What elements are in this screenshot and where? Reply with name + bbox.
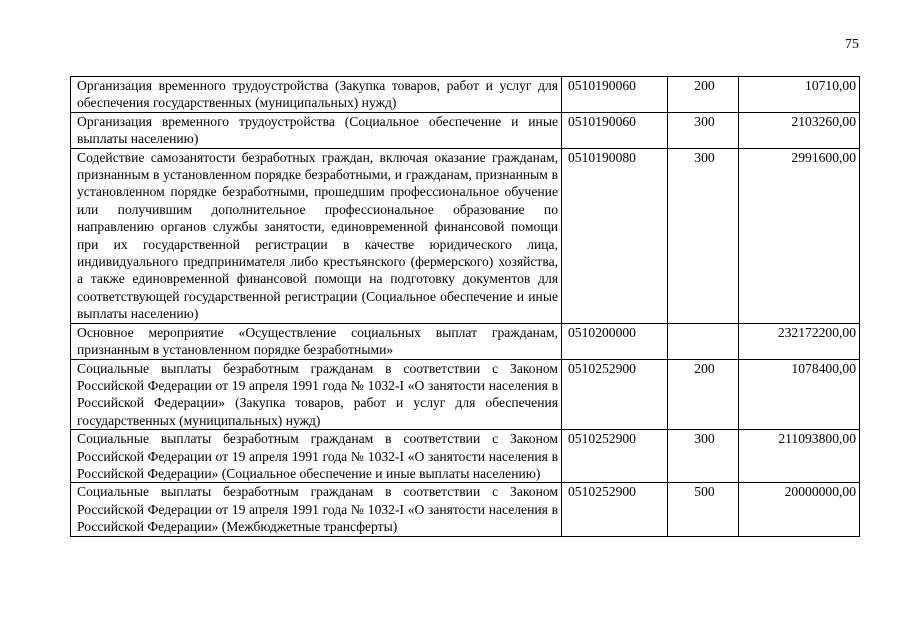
target-article-code-cell: 0510200000 xyxy=(562,323,668,359)
amount-cell: 211093800,00 xyxy=(739,430,860,483)
expense-type-code-cell xyxy=(668,323,739,359)
table-row xyxy=(71,430,860,483)
expense-name-cell: Социальные выплаты безработным гражданам в соответствии с Законом Российской Федерации от 19 апреля 1991 года № 1032-I «О занятости населения в Российской Федерации» (Межбюджетные трансферты) xyxy=(71,483,562,536)
expense-name-cell: Социальные выплаты безработным гражданам в соответствии с Законом Российской Федерации от 19 апреля 1991 года № 1032-I «О занятости населения в Российской Федерации» (Закупка товаров, работ и услуг для обеспечения государственных (муниципальных) нужд) xyxy=(71,359,562,430)
amount-cell: 20000000,00 xyxy=(739,483,860,536)
table-row xyxy=(71,112,860,148)
expense-type-code-cell: 300 xyxy=(668,112,739,148)
target-article-code-cell: 0510190060 xyxy=(562,112,668,148)
table-row xyxy=(71,359,860,430)
table-row xyxy=(71,323,860,359)
amount-cell: 2991600,00 xyxy=(739,148,860,323)
target-article-code-cell: 0510252900 xyxy=(562,359,668,430)
expense-type-code-cell: 300 xyxy=(668,148,739,323)
expense-name-cell: Организация временного трудоустройства (Социальное обеспечение и иные выплаты населению) xyxy=(71,112,562,148)
expense-name-cell: Социальные выплаты безработным гражданам в соответствии с Законом Российской Федерации от 19 апреля 1991 года № 1032-I «О занятости населения в Российской Федерации» (Социальное обеспечение и иные выплаты населению) xyxy=(71,430,562,483)
expense-type-code-cell: 500 xyxy=(668,483,739,536)
amount-cell: 10710,00 xyxy=(739,77,860,113)
amount-cell: 232172200,00 xyxy=(739,323,860,359)
amount-cell: 1078400,00 xyxy=(739,359,860,430)
expense-type-code-cell: 200 xyxy=(668,359,739,430)
target-article-code-cell: 0510252900 xyxy=(562,430,668,483)
target-article-code-cell: 0510190060 xyxy=(562,77,668,113)
target-article-code-cell: 0510190080 xyxy=(562,148,668,323)
expense-name-cell: Содействие самозанятости безработных граждан, включая оказание гражданам, признанным в установленном порядке безработными, и гражданам, признанным в установленном порядке безработными, прошедшим профессиональное обучение или получившим дополнительное профессиональное образование по направлению органов службы занятости, единовременной финансовой помощи при их государственной регистрации в качестве юридического лица, индивидуального предпринимателя либо крестьянского (фермерского) хозяйства, а также единовременной финансовой помощи на подготовку документов для соответствующей государственной регистрации (Социальное обеспечение и иные выплаты населению) xyxy=(71,148,562,323)
expense-type-code-cell: 300 xyxy=(668,430,739,483)
table-row xyxy=(71,77,860,113)
amount-cell: 2103260,00 xyxy=(739,112,860,148)
target-article-code-cell: 0510252900 xyxy=(562,483,668,536)
expense-name-cell: Организация временного трудоустройства (Закупка товаров, работ и услуг для обеспечения государственных (муниципальных) нужд) xyxy=(71,77,562,113)
budget-table-body xyxy=(71,77,860,537)
table-row xyxy=(71,148,860,323)
expense-type-code-cell: 200 xyxy=(668,77,739,113)
page-number: 75 xyxy=(845,37,859,52)
budget-table xyxy=(70,76,860,537)
table-row xyxy=(71,483,860,536)
expense-name-cell: Основное мероприятие «Осуществление социальных выплат гражданам, признанным в установленном порядке безработными» xyxy=(71,323,562,359)
